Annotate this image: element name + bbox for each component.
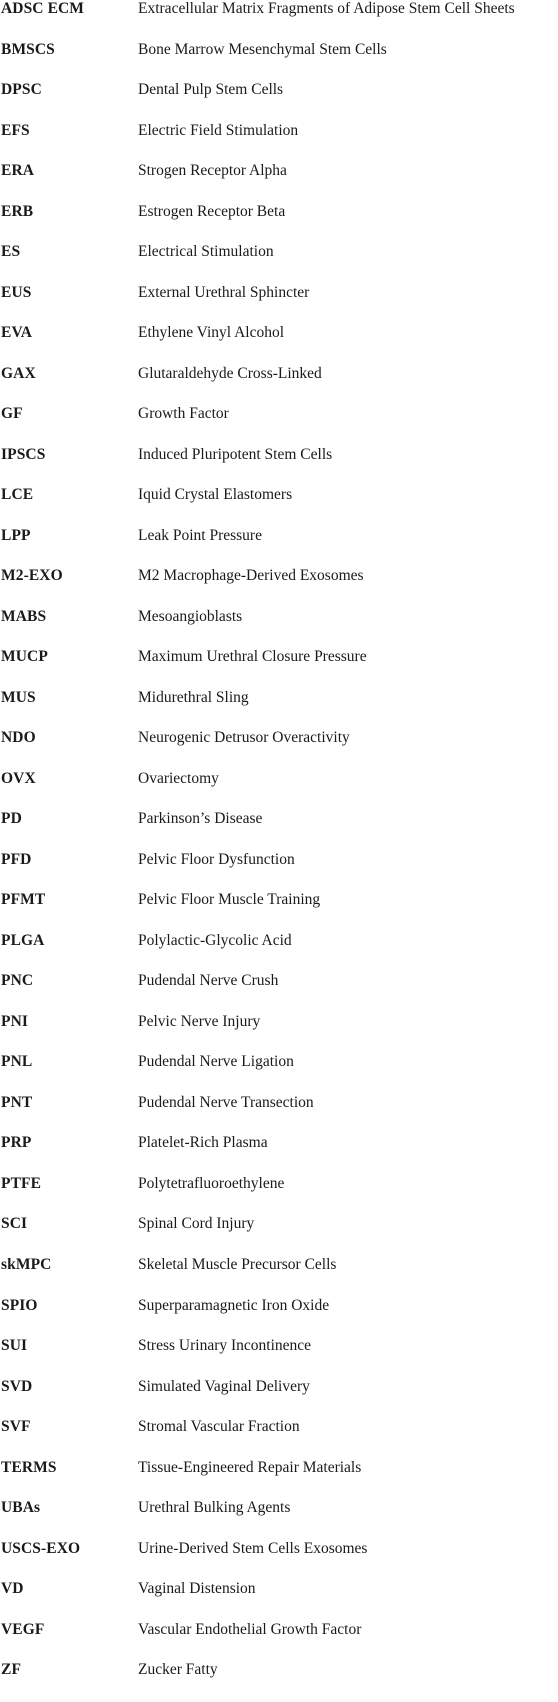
abbreviation-definition: Electrical Stimulation	[138, 243, 274, 261]
abbreviation-term: PFD	[1, 850, 32, 868]
table-row	[0, 1215, 558, 1256]
abbreviation-definition: Spinal Cord Injury	[138, 1215, 255, 1233]
abbreviation-term: EVA	[1, 324, 33, 342]
table-row	[0, 932, 558, 973]
table-row	[0, 1094, 558, 1135]
table-row	[0, 527, 558, 568]
abbreviation-definition: Pudendal Nerve Transection	[138, 1093, 314, 1111]
abbreviation-definition: Parkinson’s Disease	[138, 810, 263, 828]
table-row	[0, 1661, 558, 1702]
table-row	[0, 1297, 558, 1338]
abbreviation-term: PTFE	[1, 1174, 42, 1192]
abbreviation-definition: Neurogenic Detrusor Overactivity	[138, 729, 350, 747]
table-row	[0, 1175, 558, 1216]
abbreviation-term: GAX	[1, 364, 36, 382]
abbreviation-term: SCI	[1, 1215, 28, 1233]
abbreviation-term: GF	[1, 405, 23, 423]
abbreviation-term: ES	[1, 243, 21, 261]
abbreviation-definition: Vaginal Distension	[138, 1580, 256, 1598]
abbreviation-term: NDO	[1, 729, 36, 747]
table-row	[0, 81, 558, 122]
table-row	[0, 243, 558, 284]
table-row	[0, 1134, 558, 1175]
abbreviation-term: USCS-EXO	[1, 1539, 81, 1557]
table-row	[0, 284, 558, 325]
table-row	[0, 1621, 558, 1662]
abbreviation-definition: Pelvic Floor Muscle Training	[138, 891, 321, 909]
abbreviation-definition: Bone Marrow Mesenchymal Stem Cells	[138, 40, 387, 58]
abbreviation-term: EUS	[1, 283, 32, 301]
table-row	[0, 810, 558, 851]
abbreviation-term: PFMT	[1, 891, 46, 909]
abbreviation-term: LCE	[1, 486, 34, 504]
abbreviation-term: LPP	[1, 526, 31, 544]
abbreviation-definition: M2 Macrophage-Derived Exosomes	[138, 567, 364, 585]
abbreviation-term: SVD	[1, 1377, 33, 1395]
table-row	[0, 770, 558, 811]
abbreviation-definition: Growth Factor	[138, 405, 229, 423]
table-row	[0, 122, 558, 163]
abbreviation-definition: External Urethral Sphincter	[138, 283, 310, 301]
abbreviation-definition: Simulated Vaginal Delivery	[138, 1377, 310, 1395]
table-row	[0, 41, 558, 82]
abbreviation-term: MUS	[1, 688, 36, 706]
abbreviation-definition: Dental Pulp Stem Cells	[138, 81, 284, 99]
abbreviation-term: OVX	[1, 769, 36, 787]
table-row	[0, 608, 558, 649]
abbreviation-term: ERB	[1, 202, 34, 220]
abbreviation-term: DPSC	[1, 81, 42, 99]
abbreviation-definition: Extracellular Matrix Fragments of Adipose Stem Cell Sheets	[138, 0, 515, 17]
abbreviation-term: skMPC	[1, 1255, 52, 1273]
table-row	[0, 567, 558, 608]
abbreviation-term: VEGF	[1, 1620, 45, 1638]
abbreviation-definition: Tissue-Engineered Repair Materials	[138, 1458, 362, 1476]
abbreviation-term: PNI	[1, 1012, 28, 1030]
abbreviation-term: ERA	[1, 162, 35, 180]
abbreviation-definition: Ethylene Vinyl Alcohol	[138, 324, 285, 342]
abbreviation-term: TERMS	[1, 1458, 57, 1476]
abbreviation-term: SPIO	[1, 1296, 38, 1314]
table-row	[0, 203, 558, 244]
table-row	[0, 1337, 558, 1378]
abbreviation-definition: Urethral Bulking Agents	[138, 1499, 291, 1517]
abbreviation-term: PLGA	[1, 931, 45, 949]
abbreviation-definition: Iquid Crystal Elastomers	[138, 486, 293, 504]
abbreviation-term: ADSC ECM	[1, 0, 85, 17]
table-row	[0, 689, 558, 730]
abbreviation-definition: Polytetrafluoroethylene	[138, 1174, 285, 1192]
table-row	[0, 324, 558, 365]
abbreviation-definition: Strogen Receptor Alpha	[138, 162, 287, 180]
abbreviation-term: MUCP	[1, 648, 48, 666]
abbreviation-definition: Vascular Endothelial Growth Factor	[138, 1620, 362, 1638]
table-row	[0, 446, 558, 487]
abbreviation-term: M2-EXO	[1, 567, 63, 585]
abbreviation-term: UBAs	[1, 1499, 41, 1517]
table-row	[0, 1418, 558, 1459]
abbreviation-term: PD	[1, 810, 22, 828]
table-row	[0, 0, 558, 41]
table-row	[0, 1256, 558, 1297]
abbreviation-term: EFS	[1, 121, 30, 139]
abbreviation-definition: Pudendal Nerve Ligation	[138, 1053, 294, 1071]
abbreviation-definition: Stress Urinary Incontinence	[138, 1337, 312, 1355]
table-row	[0, 162, 558, 203]
abbreviation-term: VD	[1, 1580, 24, 1598]
abbreviation-definition: Urine-Derived Stem Cells Exosomes	[138, 1539, 368, 1557]
abbreviation-definition: Platelet-Rich Plasma	[138, 1134, 268, 1152]
table-row	[0, 851, 558, 892]
abbreviation-term: PNC	[1, 972, 34, 990]
abbreviation-term: MABS	[1, 607, 47, 625]
table-row	[0, 729, 558, 770]
abbreviation-term: IPSCS	[1, 445, 46, 463]
abbreviation-term: PNT	[1, 1093, 33, 1111]
abbreviation-definition: Zucker Fatty	[138, 1661, 218, 1679]
table-row	[0, 1053, 558, 1094]
abbreviation-definition: Ovariectomy	[138, 769, 219, 787]
abbreviation-term: BMSCS	[1, 40, 55, 58]
table-row	[0, 1013, 558, 1054]
abbreviation-definition: Pelvic Nerve Injury	[138, 1012, 261, 1030]
table-row	[0, 486, 558, 527]
abbreviation-term: PNL	[1, 1053, 33, 1071]
table-row	[0, 1459, 558, 1500]
abbreviation-term: PRP	[1, 1134, 32, 1152]
abbreviation-definition: Midurethral Sling	[138, 688, 249, 706]
abbreviation-definition: Mesoangioblasts	[138, 607, 243, 625]
abbreviation-term: SUI	[1, 1337, 28, 1355]
abbreviation-definition: Superparamagnetic Iron Oxide	[138, 1296, 330, 1314]
abbreviation-definition: Stromal Vascular Fraction	[138, 1418, 300, 1436]
abbreviation-term: ZF	[1, 1661, 22, 1679]
table-row	[0, 1540, 558, 1581]
abbreviation-definition: Induced Pluripotent Stem Cells	[138, 445, 333, 463]
abbreviation-definition: Pelvic Floor Dysfunction	[138, 850, 295, 868]
table-row	[0, 365, 558, 406]
abbreviation-definition: Skeletal Muscle Precursor Cells	[138, 1255, 337, 1273]
table-row	[0, 405, 558, 446]
table-row	[0, 1378, 558, 1419]
abbreviation-definition: Pudendal Nerve Crush	[138, 972, 279, 990]
abbreviation-definition: Estrogen Receptor Beta	[138, 202, 286, 220]
table-row	[0, 1580, 558, 1621]
abbreviation-definition: Maximum Urethral Closure Pressure	[138, 648, 367, 666]
table-row	[0, 891, 558, 932]
abbreviation-definition: Electric Field Stimulation	[138, 121, 299, 139]
abbreviation-definition: Glutaraldehyde Cross-Linked	[138, 364, 322, 382]
table-row	[0, 972, 558, 1013]
table-row	[0, 1499, 558, 1540]
table-row	[0, 648, 558, 689]
abbreviation-definition: Polylactic-Glycolic Acid	[138, 931, 292, 949]
abbreviation-definition: Leak Point Pressure	[138, 526, 262, 544]
abbreviation-term: SVF	[1, 1418, 31, 1436]
